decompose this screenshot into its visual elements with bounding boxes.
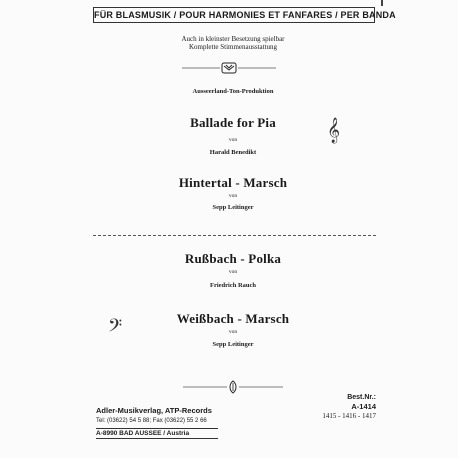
genre-banner: FÜR BLASMUSIK / POUR HARMONIES ET FANFARES / PER BANDA (93, 7, 375, 23)
subtitle-line-1: Auch in kleinster Besetzung spielbar (181, 35, 285, 43)
producer-name: Ausseerland-Ton-Produktion (192, 88, 274, 95)
piece-title-1: Ballade for Pia (190, 115, 276, 130)
piece-title-4: Weißbach - Marsch (176, 311, 290, 326)
piece-title-3: Rußbach - Polka (184, 251, 282, 266)
piece-composer-2: Sepp Leitinger (212, 204, 254, 211)
ornament-divider-icon (183, 380, 283, 394)
piece-von-1: von (228, 137, 238, 143)
section-divider (93, 235, 376, 236)
top-edge-mark (381, 0, 383, 6)
treble-clef-icon: 𝄞 (327, 118, 341, 143)
eagle-emblem-icon (182, 62, 276, 74)
piece-von-2: von (228, 193, 238, 199)
publisher-name: Adler-Musikverlag, ATP-Records (96, 406, 212, 415)
publisher-address: A-8990 BAD AUSSEE / Austria (96, 428, 218, 439)
order-number-label: Best.Nr.: (347, 394, 376, 401)
piece-von-4: von (228, 329, 238, 335)
piece-von-3: von (228, 269, 238, 275)
bass-clef-icon: 𝄢 (108, 316, 123, 341)
subtitle-line-2: Komplette Stimmenausstattung (188, 43, 278, 51)
piece-composer-4: Sepp Leitinger (212, 341, 254, 348)
order-number: A-1414 (351, 402, 376, 411)
piece-composer-3: Friedrich Rauch (209, 282, 257, 289)
order-items: 1415 - 1416 - 1417 (322, 412, 376, 420)
piece-title-2: Hintertal - Marsch (178, 175, 288, 190)
publisher-phone: Tel: (03622) 54 5 88; Fax (03622) 55 2 66 (96, 418, 207, 424)
piece-composer-1: Harald Benedikt (209, 149, 257, 156)
